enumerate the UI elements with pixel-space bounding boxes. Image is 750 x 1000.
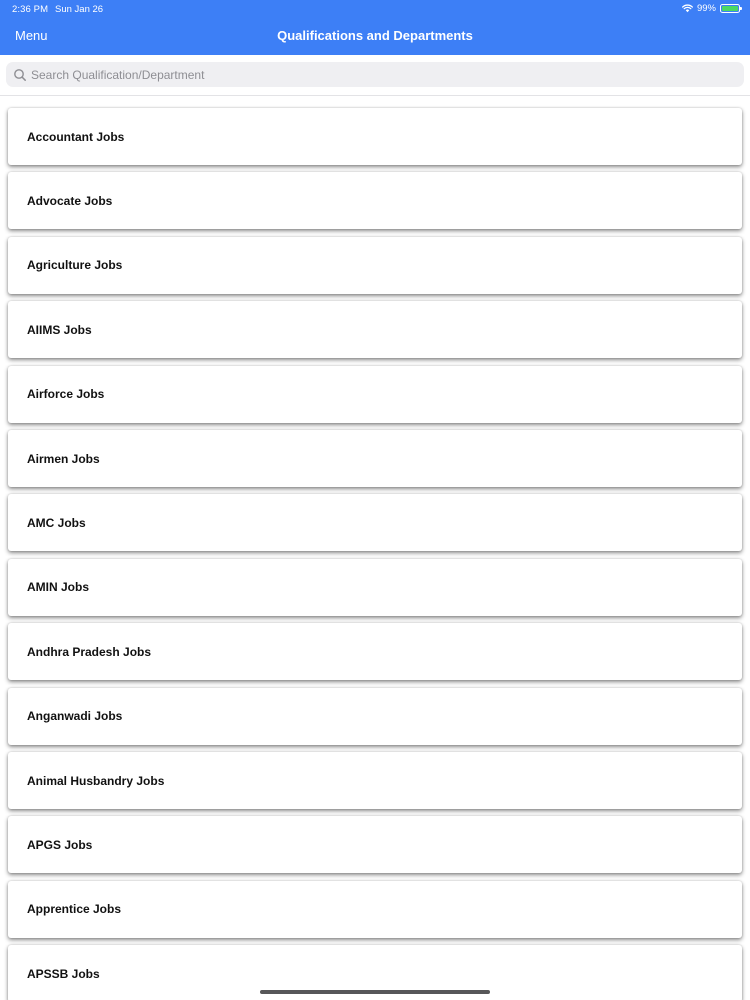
list-item-label: Airforce Jobs xyxy=(27,387,105,402)
list-item[interactable] xyxy=(8,301,742,358)
list-item-label: Airmen Jobs xyxy=(27,451,100,466)
list-item-label: Animal Husbandry Jobs xyxy=(27,773,165,788)
list-item[interactable] xyxy=(8,494,742,551)
list-item-label: APSSB Jobs xyxy=(27,966,100,981)
status-date: Sun Jan 26 xyxy=(55,4,104,15)
battery-level-fill xyxy=(722,6,738,11)
list-item[interactable] xyxy=(8,623,742,680)
list-item[interactable] xyxy=(8,881,742,938)
search-input[interactable] xyxy=(31,68,731,82)
list-item-label: APGS Jobs xyxy=(27,837,93,852)
home-indicator[interactable] xyxy=(260,990,490,994)
list-item-label: AMC Jobs xyxy=(27,515,86,530)
menu-button[interactable]: Menu xyxy=(15,28,48,43)
battery-icon xyxy=(720,4,740,13)
list-item[interactable] xyxy=(8,108,742,165)
page-title: Qualifications and Departments xyxy=(277,28,473,43)
status-indicators xyxy=(682,3,740,14)
list-item-label: Andhra Pradesh Jobs xyxy=(27,644,152,659)
battery-percent: 99% xyxy=(696,3,716,14)
list-item-label: Advocate Jobs xyxy=(27,193,113,208)
list-item[interactable] xyxy=(8,688,742,745)
list-item-label: AMIN Jobs xyxy=(27,580,90,595)
qualification-department-list xyxy=(0,96,750,1000)
navigation-header xyxy=(0,0,750,55)
list-item[interactable] xyxy=(8,366,742,423)
list-item-label: Agriculture Jobs xyxy=(27,258,123,273)
status-time: 2:36 PM xyxy=(12,4,49,15)
wifi-icon xyxy=(682,4,693,13)
list-item-label: Apprentice Jobs xyxy=(27,902,122,917)
list-item-label: Accountant Jobs xyxy=(27,129,125,144)
search-area xyxy=(0,55,750,96)
status-bar xyxy=(0,0,750,18)
search-bar[interactable] xyxy=(6,62,744,87)
list-item[interactable] xyxy=(8,816,742,873)
list-item[interactable] xyxy=(8,172,742,229)
list-item-label: AIIMS Jobs xyxy=(27,322,92,337)
list-item-label: Anganwadi Jobs xyxy=(27,709,123,724)
list-item[interactable] xyxy=(8,430,742,487)
list-item[interactable] xyxy=(8,237,742,294)
list-item[interactable] xyxy=(8,559,742,616)
list-item[interactable] xyxy=(8,752,742,809)
search-icon xyxy=(12,67,28,83)
